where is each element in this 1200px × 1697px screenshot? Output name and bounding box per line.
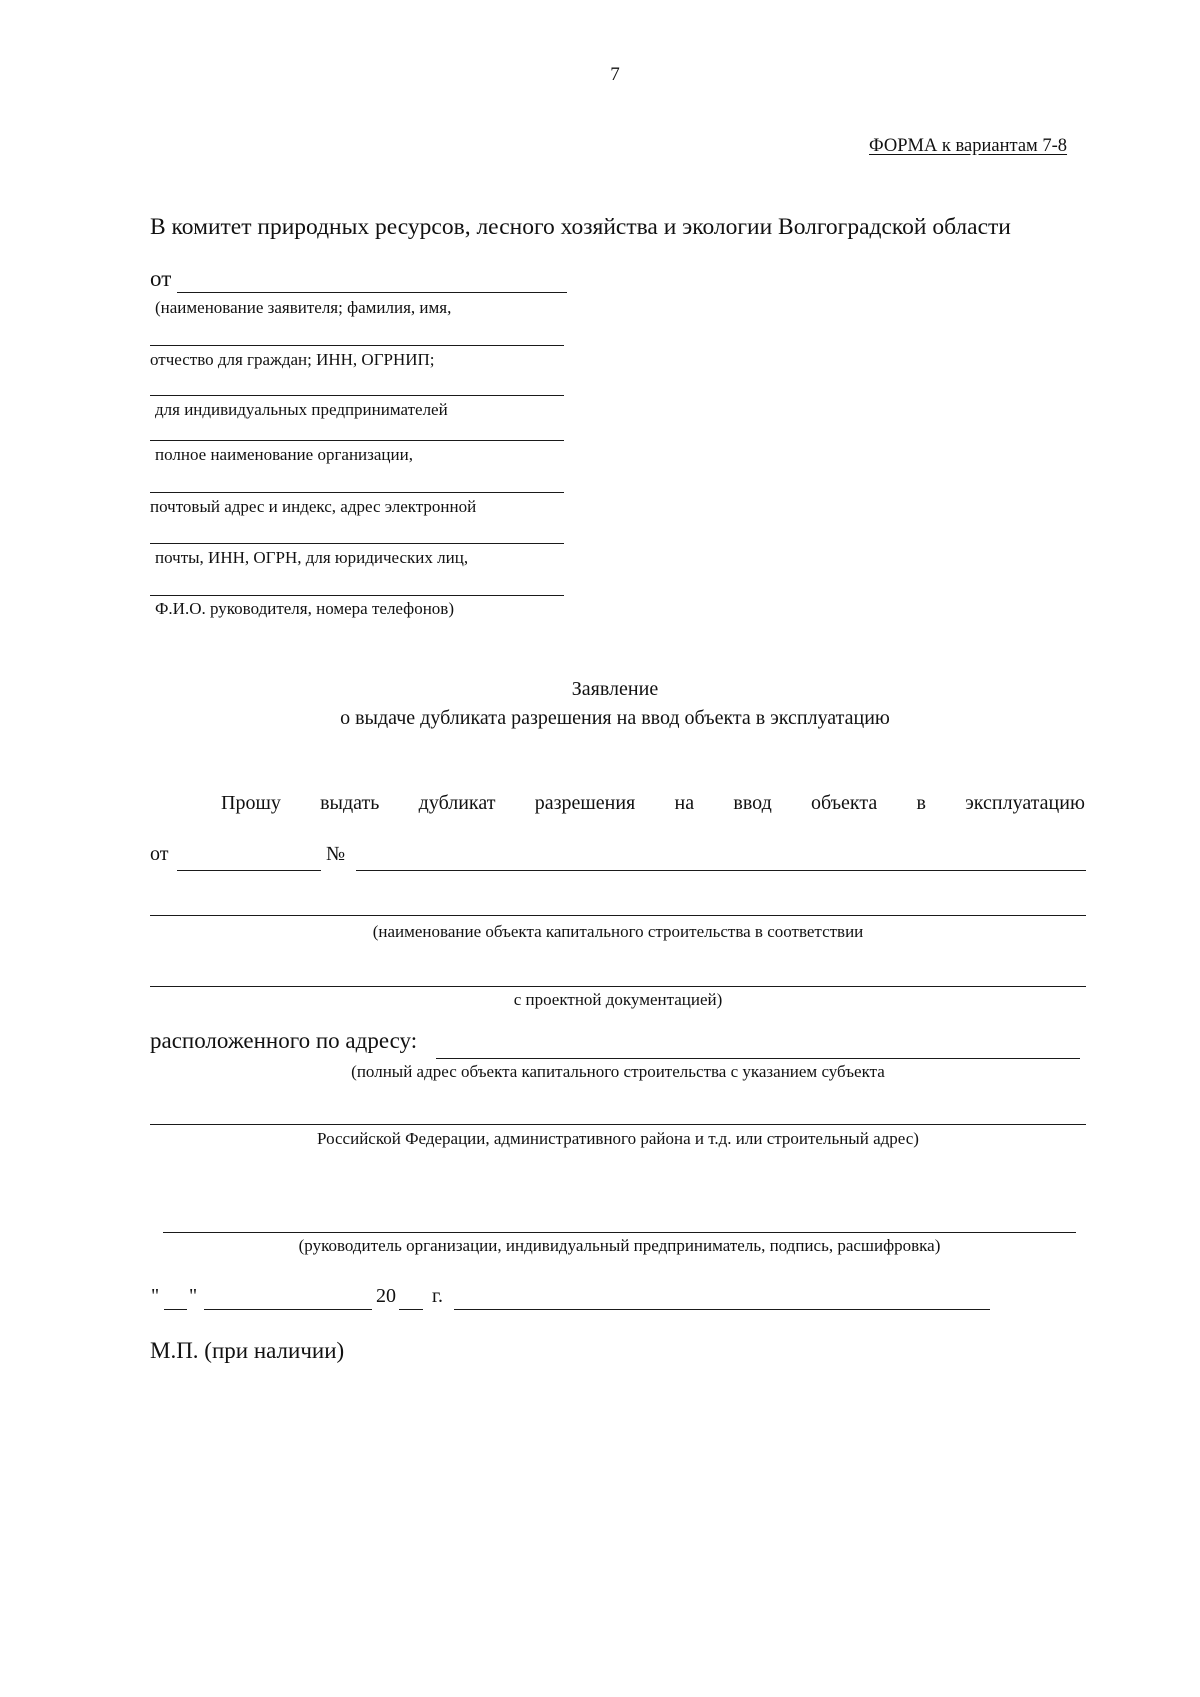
date-year-suffix: г. [432,1285,443,1307]
page-number: 7 [610,64,620,85]
address-hint-1: (полный адрес объекта капитального строительства с указанием субъекта [351,1062,885,1081]
signature-line[interactable] [163,1232,1076,1233]
applicant-line-1[interactable] [177,292,567,293]
permit-number-label: № [326,843,346,865]
form-reference: ФОРМА к вариантам 7-8 [869,136,1068,156]
request-sentence [221,792,1085,815]
request-word: ввод [733,792,772,814]
document-subtitle: о выдаче дубликата разрешения на ввод объекта в эксплуатацию [340,707,890,729]
permit-number-line[interactable] [356,870,1086,871]
address-line-1[interactable] [436,1058,1080,1059]
address-line-2[interactable] [150,1124,1086,1125]
request-word: разрешения [534,792,636,814]
permit-date-line[interactable] [177,870,321,871]
document-title: Заявление [571,678,659,700]
applicant-hint-1: (наименование заявителя; фамилия, имя, [155,298,452,317]
request-word: в [916,792,926,814]
seal-label: М.П. (при наличии) [150,1338,345,1363]
applicant-hint-4: полное наименование организации, [155,445,413,464]
applicant-line-7[interactable] [150,595,564,596]
object-name-hint-1: (наименование объекта капитального строительства в соответствии [372,922,864,941]
date-quote-open: " [151,1285,160,1307]
request-word: объекта [811,792,878,814]
applicant-line-2[interactable] [150,345,564,346]
applicant-hint-5: почтовый адрес и индекс, адрес электронной [150,497,477,516]
permit-from-label: от [150,843,169,865]
request-word: на [674,792,695,814]
date-quote-close: " [189,1285,198,1307]
date-year-line[interactable] [399,1309,423,1310]
request-word: дубликат [418,792,496,814]
request-word: эксплуатацию [965,792,1085,814]
address-label: расположенного по адресу: [150,1028,418,1053]
date-signature-line[interactable] [454,1309,990,1310]
object-name-line-2[interactable] [150,986,1086,987]
request-word: выдать [320,792,380,814]
applicant-line-5[interactable] [150,492,564,493]
date-year-prefix: 20 [376,1285,396,1307]
addressee: В комитет природных ресурсов, лесного хозяйства и экологии Волгоградской области [150,214,1011,240]
applicant-hint-7: Ф.И.О. руководителя, номера телефонов) [155,599,454,618]
applicant-line-3[interactable] [150,395,564,396]
applicant-hint-6: почты, ИНН, ОГРН, для юридических лиц, [155,548,469,567]
signature-hint: (руководитель организации, индивидуальный предприниматель, подпись, расшифровка) [298,1236,941,1255]
address-hint-2: Российской Федерации, административного района и т.д. или строительный адрес) [317,1129,919,1148]
request-word: Прошу [221,792,281,814]
object-name-line-1[interactable] [150,915,1086,916]
object-name-hint-2: с проектной документацией) [513,990,723,1009]
date-month-line[interactable] [204,1309,372,1310]
applicant-line-4[interactable] [150,440,564,441]
applicant-hint-3: для индивидуальных предпринимателей [155,400,448,419]
date-day-line[interactable] [164,1309,187,1310]
applicant-line-6[interactable] [150,543,564,544]
applicant-hint-2: отчество для граждан; ИНН, ОГРНИП; [150,350,435,369]
applicant-from-label: от [150,266,172,291]
